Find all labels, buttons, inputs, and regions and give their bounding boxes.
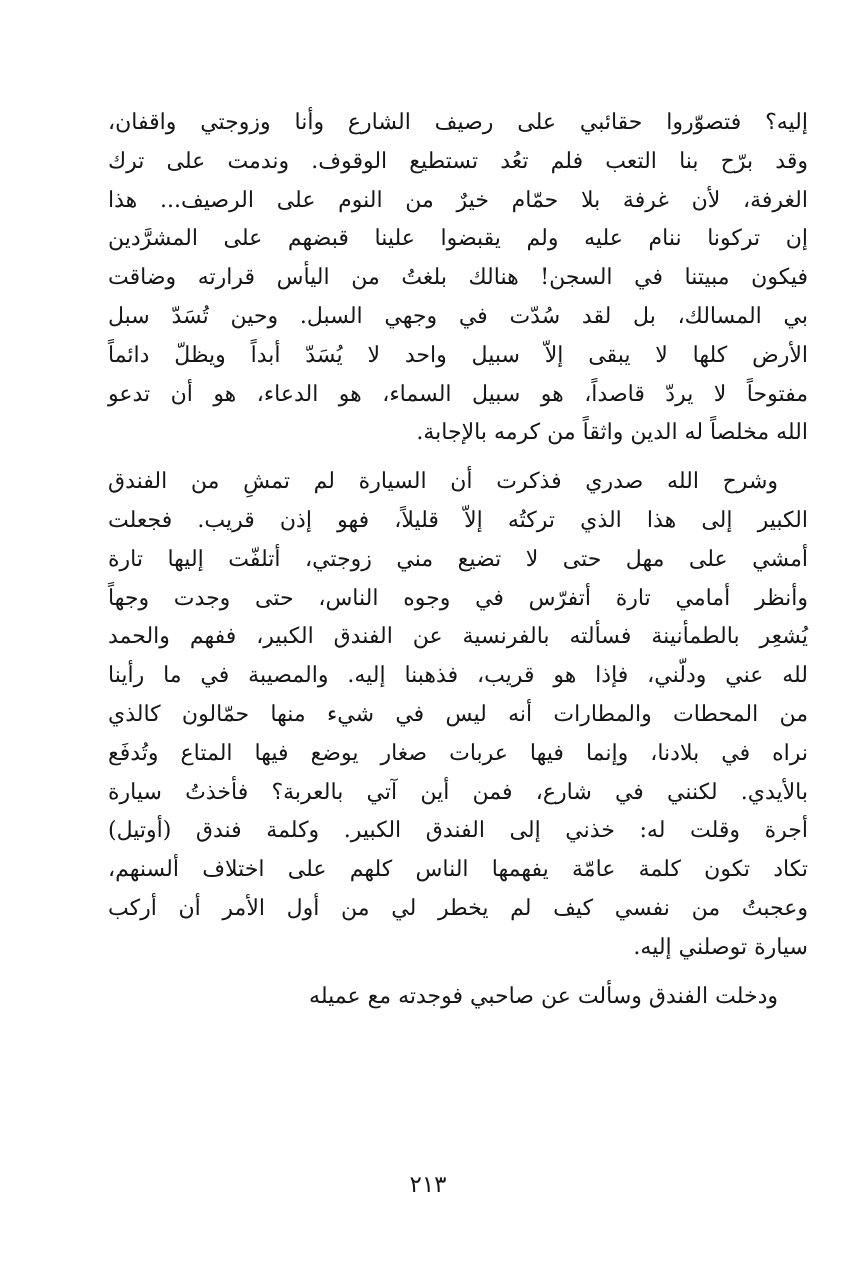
text-line: بي المسالك، بل لقد سُدّت في وجهي السبل. وحين تُسَدّ سبل [108,303,808,329]
text-line: وشرح الله صدري فذكرت أن السيارة لم تمشِ من الفندق [108,469,778,495]
paragraph-spacer [108,453,808,463]
text-line: وعجبتُ من نفسي كيف لم يخطر لي من أول الأمر أن أركب [108,895,808,921]
paragraph-2 [108,463,808,967]
text-line: وقد برّح بنا التعب فلم تعُد تستطيع الوقوف. وندمت على ترك [108,148,808,174]
text-line: تكاد تكون كلمة عامّة يفهمها الناس كلهم على اختلاف ألسنهم، [108,857,808,883]
text-line: الأرض كلها لا يبقى إلاّ سبيل واحد لا يُسَدّ أبداً ويظلّ دائماً [108,342,808,368]
text-line: الكبير إلى هذا الذي تركتُه إلاّ قليلاً، فهو إذن قريب. فجعلت [108,507,808,533]
text-line: الغرفة، لأن غرفة بلا حمّام خيرٌ من النوم على الرصيف... هذا [108,187,808,213]
text-line: سيارة توصلني إليه. [633,934,808,960]
body-text [108,104,808,1016]
page-number: ٢١٣ [409,1172,447,1198]
text-line: لله عني ودلّني، فإذا هو قريب، فذهبنا إليه. والمصيبة في ما رأينا [108,663,808,689]
text-line: وأنظر أمامي تارة أتفرّس في وجوه الناس، حتى وجدت وجهاً [108,585,808,611]
text-line: فيكون مبيتنا في السجن! هنالك بلغتُ من اليأس قرارته وضاقت [108,265,808,291]
text-line: الله مخلصاً له الدين واثقاً من كرمه بالإجابة. [416,420,808,446]
text-line: إن تركونا ننام عليه ولم يقبضوا علينا قبضهم على المشرَّدين [108,226,808,252]
text-line: أجرة وقلت له: خذني إلى الفندق الكبير. وكلمة فندق (أوتيل) [108,818,808,844]
text-line: نراه في بلادنا، وإنما فيها عربات صغار يوضع فيها المتاع وتُدفَع [108,740,808,766]
paragraph-spacer [108,968,808,978]
text-line: إليه؟ فتصوّروا حقائبي على رصيف الشارع وأنا وزوجتي واقفان، [108,110,808,135]
text-line: مفتوحاً لا يردّ قاصداً، هو سبيل السماء، هو الدعاء، هو أن تدعو [108,381,808,407]
paragraph-1 [108,104,808,453]
paragraph-3 [108,978,808,1017]
text-line: يُشعِر بالطمأنينة فسألته بالفرنسية عن الفندق الكبير، ففهم والحمد [108,624,808,650]
text-line: أمشي على مهل حتى لا تضيع مني زوجتي، أتلفّت إليها تارة [108,546,808,572]
text-line: بالأيدي. لكنني في شارع، فمن أين آتي بالعربة؟ فأخذتُ سيارة [108,779,808,805]
text-line: ودخلت الفندق وسألت عن صاحبي فوجدته مع عميله [309,983,778,1009]
text-line: من المحطات والمطارات أنه ليس في شيء منها حمّالون كالذي [108,701,808,727]
